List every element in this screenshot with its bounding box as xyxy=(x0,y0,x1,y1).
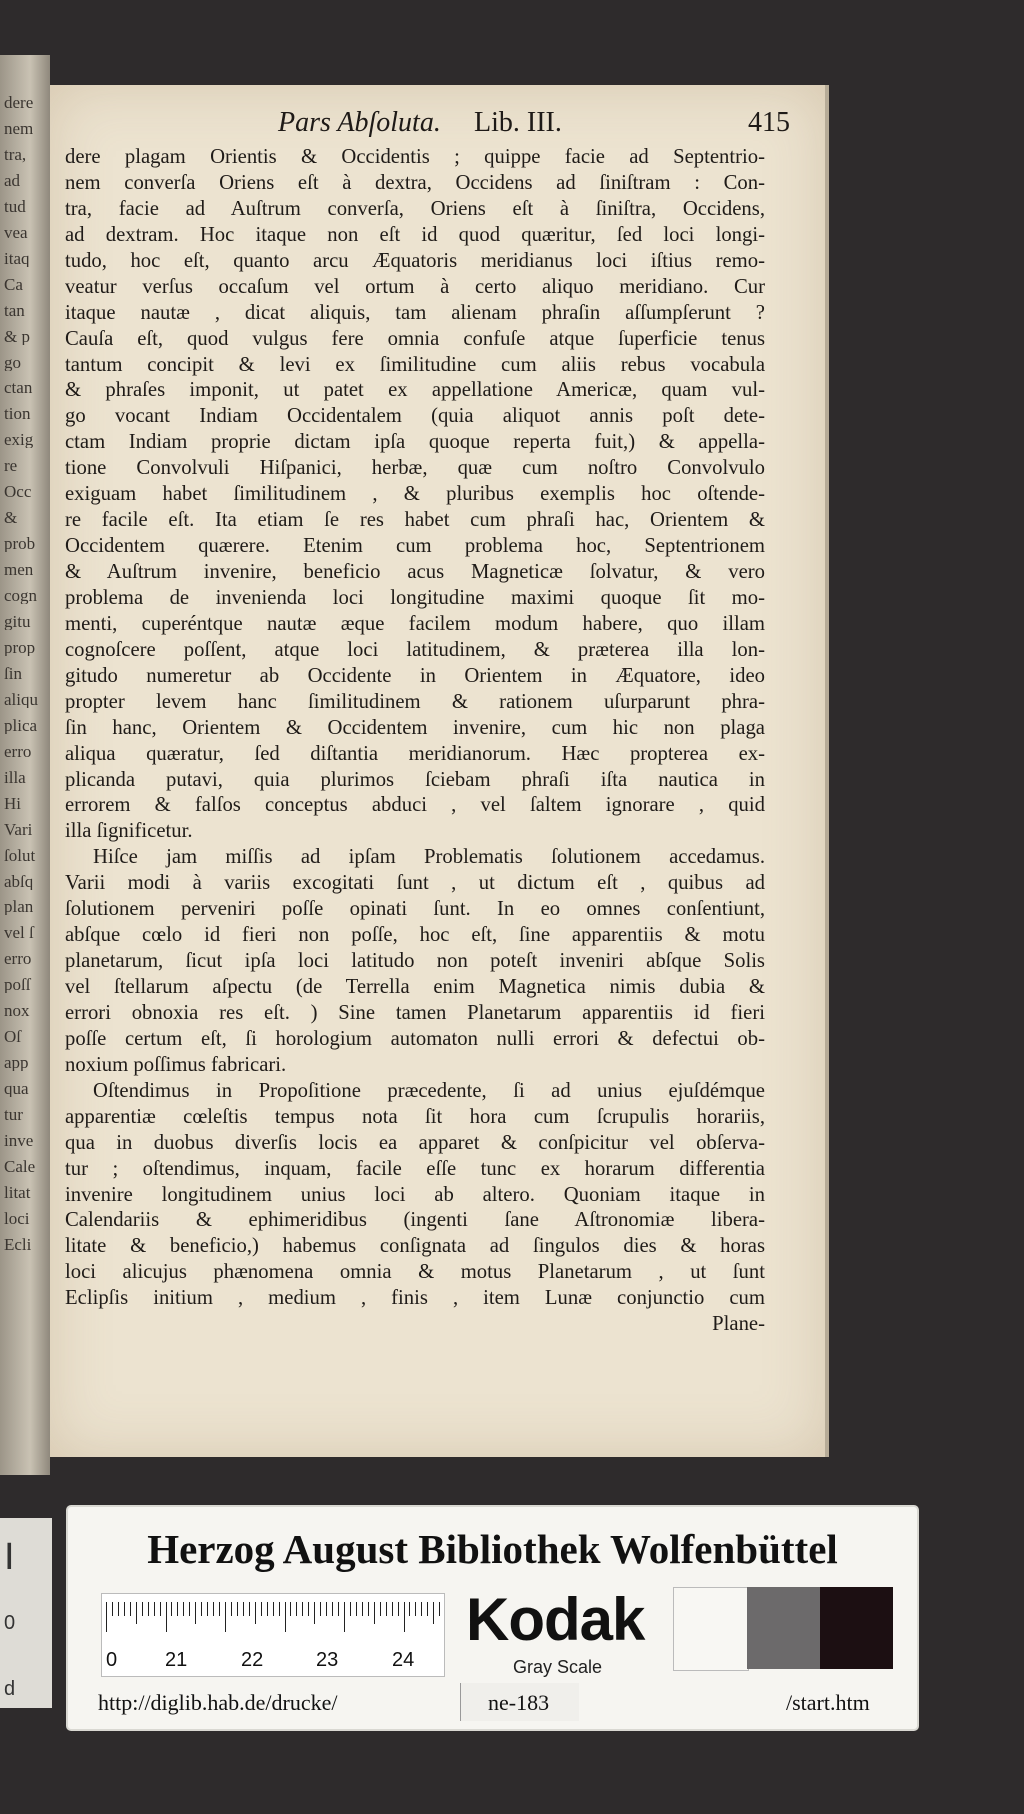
text-line: ſin hanc, Orientem & Occidentem invenire, cum hic non plaga xyxy=(65,716,765,739)
ruler-tick xyxy=(279,1602,280,1616)
text-line: veatur verſus occaſum vel ortum à certo aliquo meridiano. Cur xyxy=(65,275,765,298)
adjacent-page-fragment: & xyxy=(4,509,18,527)
ruler-tick xyxy=(195,1602,196,1624)
adjacent-page-fragment: re xyxy=(4,457,18,475)
text-line: tudo, hoc eſt, quanto arcu Æquatoris meridianus loci iſtius remo- xyxy=(65,249,765,272)
ruler-tick xyxy=(415,1602,416,1616)
text-line: ad dextram. Hoc itaque non eſt id quod quæritur, ſed loci longi- xyxy=(65,223,765,246)
page-header xyxy=(230,107,790,143)
adjacent-page-fragment: Ecli xyxy=(4,1235,32,1253)
text-line: ctam Indiam proprie dictam ipſa quoque reperta fuit,) & appella- xyxy=(65,431,765,454)
adjacent-page-fragment: litat xyxy=(4,1183,31,1201)
text-line: illa ſignificetur. xyxy=(65,820,193,843)
text-line: errori obnoxia res eſt. ) Sine tamen Planetarum apparentiis id fieri xyxy=(65,1001,765,1024)
adjacent-page-fragment: dere xyxy=(4,94,34,111)
ruler-tick xyxy=(404,1602,405,1632)
ruler-tick xyxy=(136,1602,137,1624)
adjacent-card-fragment: d xyxy=(4,1678,16,1700)
adjacent-page-fragment: poſſ xyxy=(4,976,31,994)
text-body xyxy=(65,145,765,1338)
text-line: re facile eſt. Ita etiam ſe res habet cum phraſi hac, Orientem & xyxy=(65,509,765,532)
item-id: ne-183 xyxy=(488,1690,550,1715)
text-line: noxium poſſimus fabricari. xyxy=(65,1053,287,1076)
adjacent-card-fragment: I xyxy=(4,1536,15,1578)
ruler-tick xyxy=(213,1602,214,1616)
adjacent-page-fragment: illa xyxy=(4,768,26,786)
digitization-target-card xyxy=(68,1507,917,1729)
text-line: invenire longitudinem unius loci ab altero. Quoniam itaque in xyxy=(65,1183,765,1206)
adjacent-page-fragment: go xyxy=(4,353,21,371)
ruler-tick xyxy=(118,1602,119,1616)
ruler-tick xyxy=(302,1602,303,1616)
ruler-tick xyxy=(243,1602,244,1616)
ruler-ticks xyxy=(102,1594,444,1634)
text-line: tur ; oſtendimus, inquam, facile eſſe tunc ex horarum differentia xyxy=(65,1157,765,1180)
ruler-tick xyxy=(124,1602,125,1616)
adjacent-page-fragment: Occ xyxy=(4,483,32,501)
adjacent-page-fragment: nem xyxy=(4,119,34,137)
adjacent-page-fragment: tion xyxy=(4,405,31,423)
text-line: & phraſes imponit, ut patet ex appellatione Americæ, quam vul- xyxy=(65,379,765,402)
adjacent-page-fragment: loci xyxy=(4,1209,30,1227)
adjacent-page-fragment: inve xyxy=(4,1132,34,1149)
ruler-tick xyxy=(380,1602,381,1616)
ruler-tick xyxy=(207,1602,208,1616)
ruler-tick xyxy=(409,1602,410,1616)
gray-swatch-black xyxy=(820,1587,893,1669)
ruler-label: 0 xyxy=(106,1649,118,1671)
adjacent-page-fragment: Ca xyxy=(4,275,23,293)
ruler-tick xyxy=(237,1602,238,1616)
text-line: cognoſcere poſſent, atque loci latitudinem, & præterea illa lon- xyxy=(65,638,765,661)
ruler-tick xyxy=(433,1602,434,1624)
book-number: Lib. III. xyxy=(474,107,562,138)
adjacent-page-fragment: nox xyxy=(4,1002,30,1020)
ruler-tick xyxy=(398,1602,399,1616)
ruler-tick xyxy=(273,1602,274,1616)
ruler-tick xyxy=(154,1602,155,1616)
adjacent-page-fragment: vea xyxy=(4,223,28,241)
adjacent-page-fragment: gitu xyxy=(4,613,31,630)
gray-swatch-white xyxy=(673,1587,749,1671)
text-line: ſolutionem perveniri poſſe opinati ſunt. In eo omnes conſentiunt, xyxy=(65,898,765,921)
ruler-tick xyxy=(314,1602,315,1624)
kodak-logo: Kodak xyxy=(466,1586,645,1653)
ruler-tick xyxy=(148,1602,149,1616)
ruler-tick xyxy=(183,1602,184,1616)
ruler-tick xyxy=(320,1602,321,1616)
adjacent-page-fragment: exig xyxy=(4,431,34,449)
ruler-tick xyxy=(332,1602,333,1616)
text-line: gitudo numeretur ab Occidente in Orientem in Æquatore, ideo xyxy=(65,664,765,687)
adjacent-page-fragment: ſolut xyxy=(4,846,36,864)
ruler-tick xyxy=(392,1602,393,1616)
adjacent-page-fragment: erro xyxy=(4,742,32,760)
ruler-tick xyxy=(142,1602,143,1616)
page-number: 415 xyxy=(748,107,790,138)
ruler-tick xyxy=(344,1602,345,1632)
text-line: tantum concipit & levi ex ſimilitudine cum aliis rebus vocabula xyxy=(65,353,765,376)
text-line: abſque cœlo id fieri non poſſe, hoc eſt, ſine apparentiis & motu xyxy=(65,924,765,947)
adjacent-page-fragment: qua xyxy=(4,1080,29,1098)
ruler-tick xyxy=(160,1602,161,1616)
adjacent-page-fragment: app xyxy=(4,1054,29,1072)
adjacent-page-fragment: ctan xyxy=(4,379,33,397)
ruler-tick xyxy=(267,1602,268,1616)
ruler-tick xyxy=(177,1602,178,1616)
text-line: problema de invenienda loci longitudine maximi quoque ſit mo- xyxy=(65,586,765,609)
measurement-ruler xyxy=(101,1593,445,1677)
adjacent-page-fragment: aliqu xyxy=(4,690,38,708)
adjacent-page-fragment: Hi xyxy=(4,794,21,812)
adjacent-page-fragment: tra, xyxy=(4,145,27,163)
text-line: planetarum, ſicut ipſa loci latitudo non poteſt inveniri abſque Solis xyxy=(65,950,765,973)
text-line: Calendariis & ephimeridibus (ingenti ſane Aſtronomiæ libera- xyxy=(65,1209,765,1232)
ruler-tick xyxy=(189,1602,190,1616)
adjacent-page-fragment: prop xyxy=(4,638,36,656)
ruler-tick xyxy=(285,1602,286,1632)
ruler-tick xyxy=(308,1602,309,1616)
ruler-tick xyxy=(374,1602,375,1624)
text-line: Hiſce jam miſſis ad ipſam Problematis ſolutionem accedamus. xyxy=(93,846,765,869)
text-line: aliqua quæratur, ſed diſtantia meridianorum. Hæc propterea ex- xyxy=(65,742,765,765)
ruler-tick xyxy=(249,1602,250,1616)
ruler-tick xyxy=(421,1602,422,1616)
book-page xyxy=(50,85,825,1457)
adjacent-page-fragment: abſq xyxy=(4,872,34,890)
library-title: Herzog August Bibliothek Wolfenbüttel xyxy=(147,1526,838,1572)
catch-line xyxy=(65,1312,765,1338)
text-line: nem converſa Oriens eſt à dextra, Occidens ad ſiniſtram : Con- xyxy=(65,171,765,194)
ruler-tick xyxy=(219,1602,220,1616)
ruler-tick xyxy=(112,1602,113,1616)
adjacent-page-fragment: prob xyxy=(4,535,36,553)
catchword: Plane- xyxy=(712,1313,765,1336)
adjacent-page-edge xyxy=(0,55,50,1475)
text-line: dere plagam Orientis & Occidentis ; quippe facie ad Septentrio- xyxy=(65,146,765,168)
ruler-tick xyxy=(368,1602,369,1616)
text-line: Eclipſis initium , medium , finis , item Lunæ conjunctio cum xyxy=(65,1287,765,1310)
text-line: menti, cuperéntque nautæ æque facilem modum habere, quo illam xyxy=(65,612,765,635)
ruler-tick xyxy=(386,1602,387,1616)
text-line: qua in duobus diverſis locis ea apparet & conſpicitur vel obſerva- xyxy=(65,1131,765,1154)
text-line: go vocant Indiam Occidentalem (quia aliquot annis poſt dete- xyxy=(65,405,765,428)
adjacent-page-fragment: & p xyxy=(4,327,30,345)
ruler-tick xyxy=(171,1602,172,1616)
adjacent-page-fragment: erro xyxy=(4,950,32,968)
ruler-tick xyxy=(362,1602,363,1616)
text-line: loci alicujus phænomena omnia & motus Planetarum , ut ſunt xyxy=(65,1261,765,1284)
text-line: exiguam habet ſimilitudinem , & pluribus exemplis hoc oſtende- xyxy=(65,483,765,506)
gray-swatch-mid xyxy=(747,1587,820,1669)
text-line: Oſtendimus in Propoſitione præcedente, ſi ad unius ejuſdémque xyxy=(93,1079,765,1102)
adjacent-page-fragment: ſin xyxy=(4,664,22,682)
adjacent-page-fragment: plica xyxy=(4,716,38,734)
text-line: propter levem hanc ſimilitudinem & rationem uſurparunt phra- xyxy=(65,690,765,713)
ruler-label: 22 xyxy=(241,1649,264,1671)
ruler-tick xyxy=(427,1602,428,1616)
text-line: & Auſtrum invenire, beneficio acus Magneticæ ſolvatur, & vero xyxy=(65,561,765,583)
text-line: plicanda putavi, quia plurimos ſciebam phraſi iſta nautica in xyxy=(65,768,765,791)
ruler-tick xyxy=(106,1602,107,1632)
text-line: litate & beneficio,) habemus conſignata ad ſingulos dies & horas xyxy=(65,1235,765,1258)
adjacent-page-fragment: cogn xyxy=(4,587,38,605)
text-line: Occidentem quærere. Etenim cum problema hoc, Septentrionem xyxy=(65,535,765,558)
ruler-label: 21 xyxy=(165,1649,188,1671)
text-line: Cauſa eſt, quod vulgus fere omnia confuſe atque ſuperficie tenus xyxy=(65,327,765,350)
text-line: Varii modi à variis excogitati ſunt , ut dictum eſt , quibus ad xyxy=(65,872,765,895)
ruler-tick xyxy=(356,1602,357,1616)
text-line: itaque nautæ , dicat aliquis, tam alienam phraſin aſſumpſerunt ? xyxy=(65,301,765,324)
adjacent-page-fragment: Cale xyxy=(4,1157,36,1175)
ruler-tick xyxy=(231,1602,232,1616)
ruler-tick xyxy=(130,1602,131,1616)
url-start: http://diglib.hab.de/drucke/ xyxy=(98,1690,338,1715)
text-line: tione Convolvuli Hiſpanici, herbæ, quæ cum noſtro Convolvulo xyxy=(65,457,765,480)
ruler-tick xyxy=(201,1602,202,1616)
adjacent-target-card-edge xyxy=(0,1518,52,1708)
adjacent-page-fragment: tur xyxy=(4,1106,23,1124)
adjacent-page-fragment: ad xyxy=(4,171,21,189)
running-title: Pars Abſoluta. xyxy=(278,107,441,138)
text-line: vel ſtellarum aſpectu (de Terrella enim Magnetica nimis dubia & xyxy=(65,976,765,998)
url-end: /start.htm xyxy=(786,1690,870,1715)
text-line: tra, facie ad Auſtrum converſa, Oriens eſt à ſiniſtra, Occidens, xyxy=(65,197,765,220)
adjacent-page-fragment: tud xyxy=(4,197,26,215)
adjacent-page-fragment: itaq xyxy=(4,249,30,267)
ruler-tick xyxy=(296,1602,297,1616)
ruler-tick xyxy=(338,1602,339,1616)
ruler-label: 24 xyxy=(392,1649,415,1671)
ruler-tick xyxy=(261,1602,262,1616)
text-line: errorem & falſos conceptus abduci , vel ſaltem ignorare , quid xyxy=(65,794,765,817)
adjacent-page-fragment: men xyxy=(4,561,34,579)
adjacent-card-fragment: 0 xyxy=(4,1612,16,1634)
ruler-tick xyxy=(225,1602,226,1632)
ruler-label: 23 xyxy=(316,1649,339,1671)
text-line: apparentiæ cœleſtis tempus nota ſit hora cum ſcrupulis horariis, xyxy=(65,1105,765,1128)
gray-scale-label: Gray Scale xyxy=(513,1657,603,1677)
ruler-tick xyxy=(326,1602,327,1616)
ruler-tick xyxy=(290,1602,291,1616)
text-line: poſſe certum eſt, ſi horologium automaton nulli errori & defectui ob- xyxy=(65,1027,765,1050)
ruler-tick xyxy=(439,1602,440,1616)
adjacent-page-fragment: plan xyxy=(4,898,34,916)
adjacent-page-fragment: Vari xyxy=(4,820,33,838)
ruler-tick xyxy=(350,1602,351,1616)
adjacent-page-fragment: tan xyxy=(4,301,25,319)
adjacent-page-fragment: vel ſ xyxy=(4,924,34,942)
adjacent-page-fragment: Oſ xyxy=(4,1028,21,1046)
ruler-tick xyxy=(255,1602,256,1624)
ruler-tick xyxy=(166,1602,167,1632)
